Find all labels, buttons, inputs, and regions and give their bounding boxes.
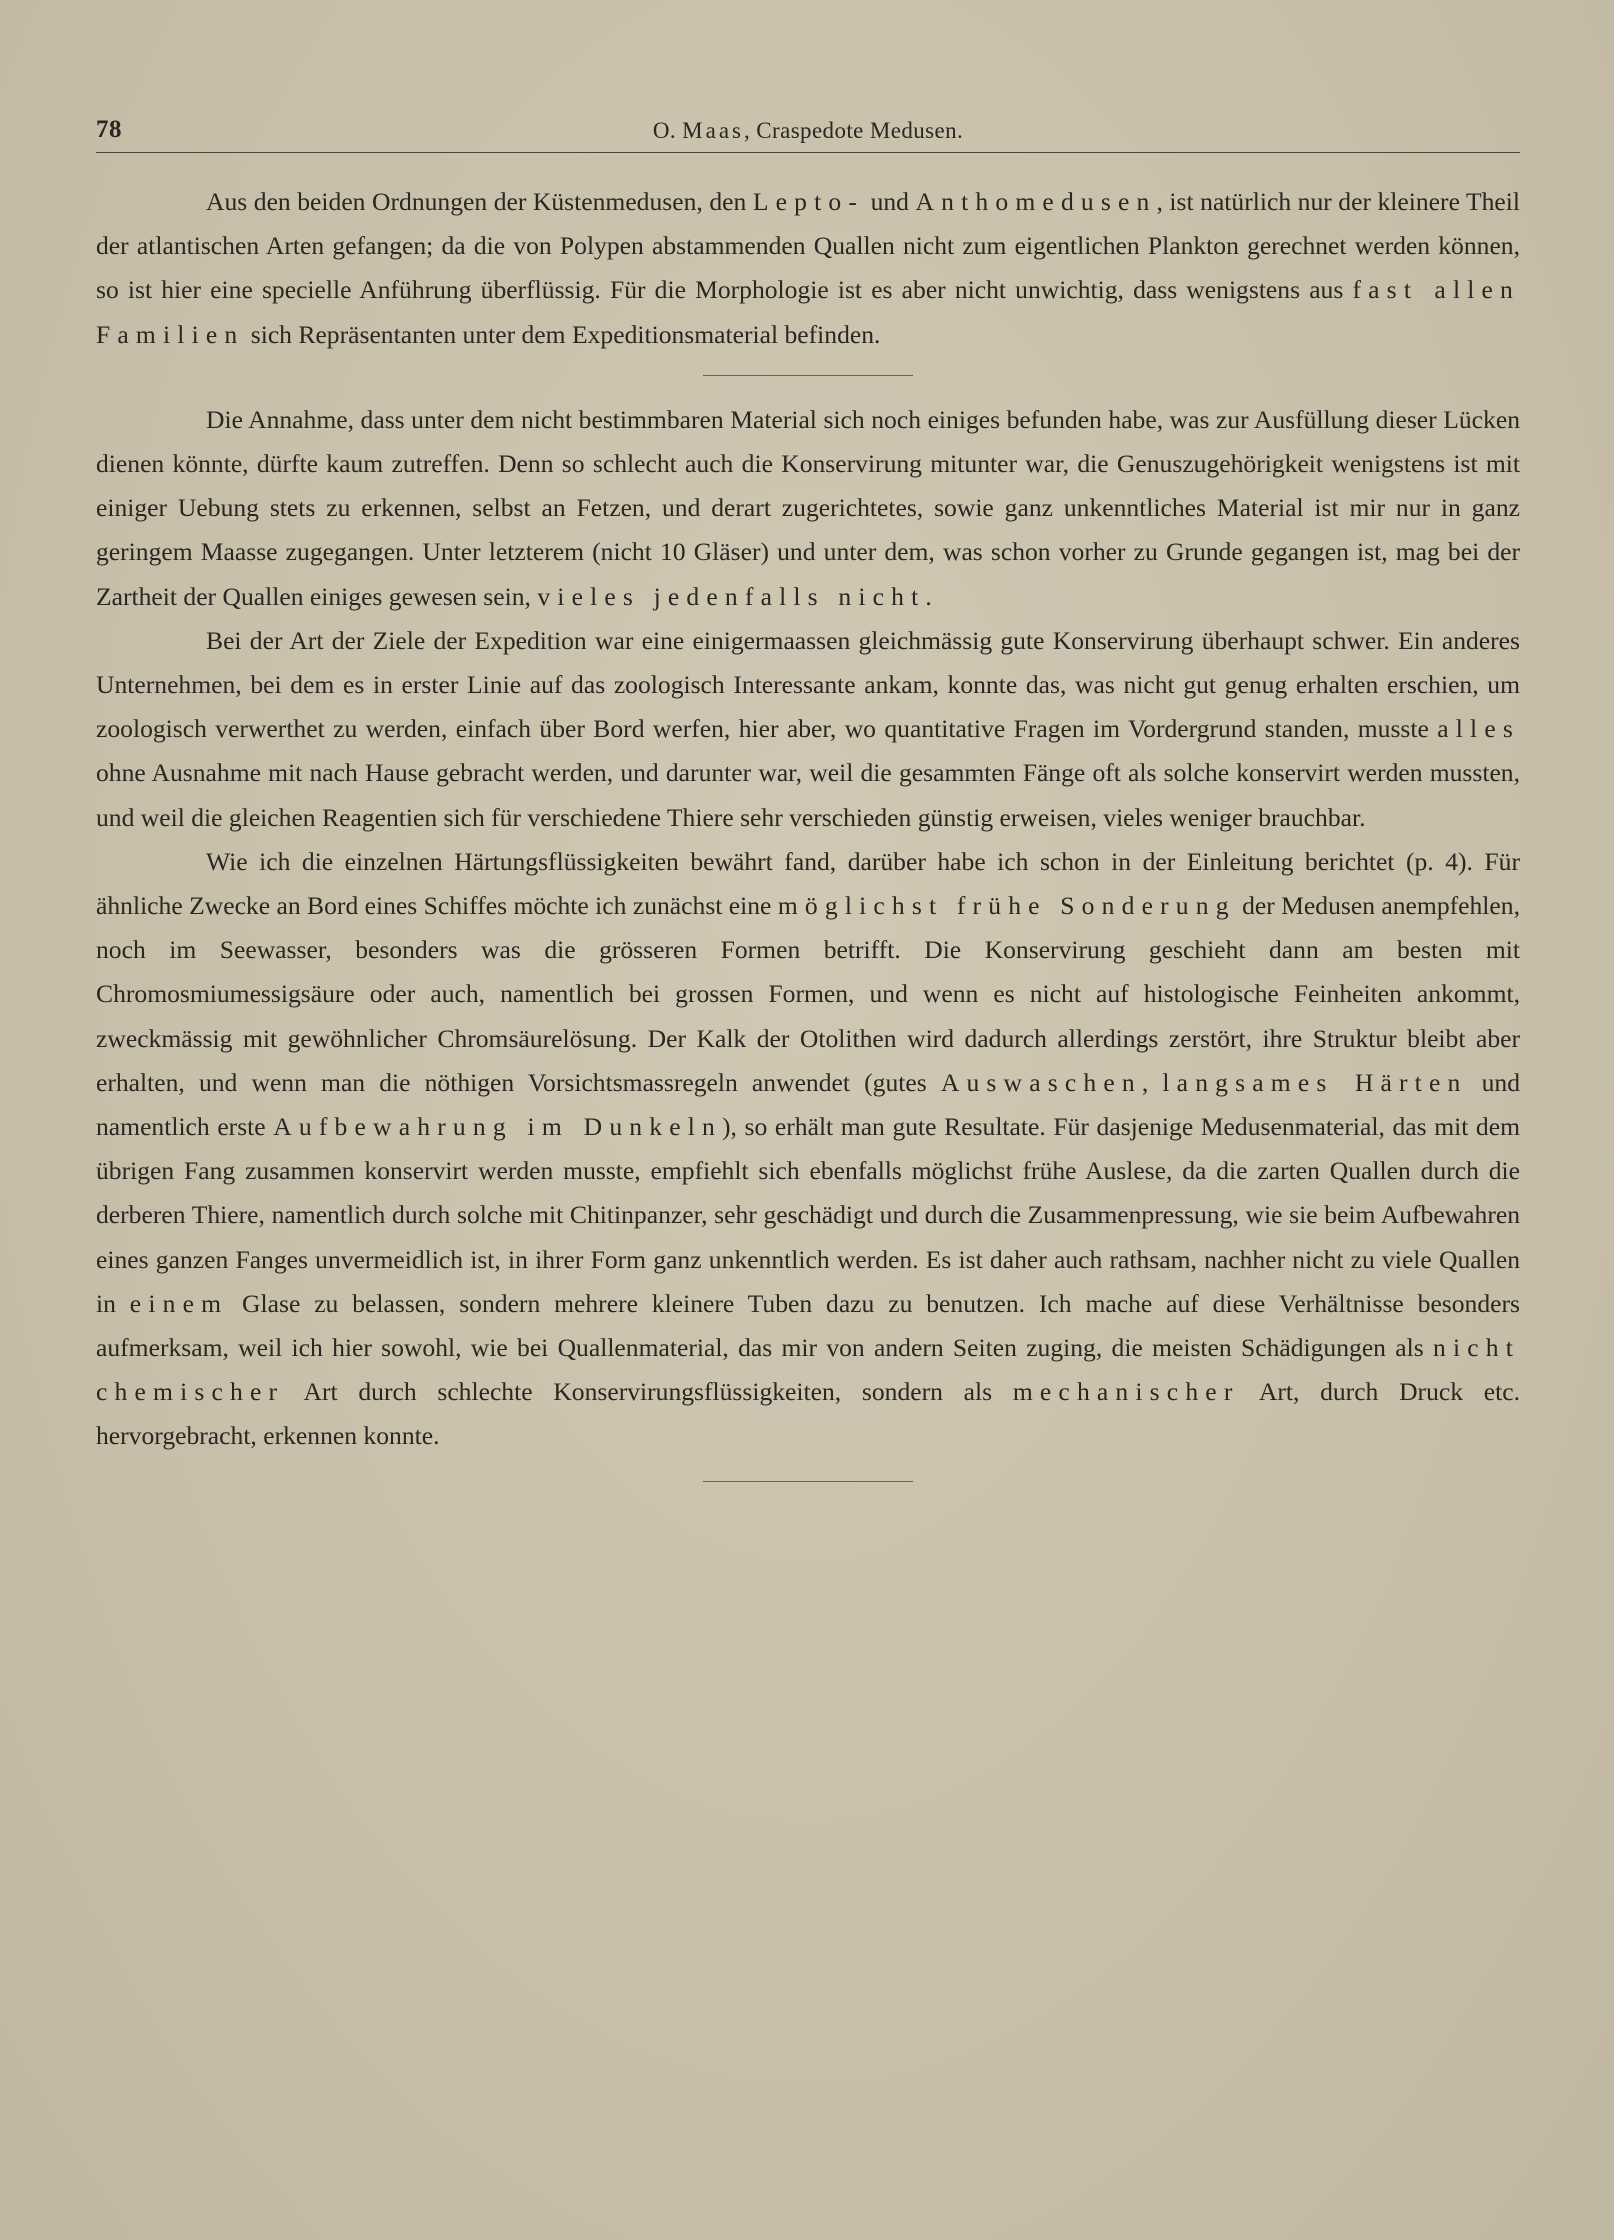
text-run: ohne Ausnahme mit nach Hause gebracht werden, und darunter war, weil die gesammten Fänge oft als solche konservirt werden mussten, und weil die gleichen Reagentien sich für verschiedene Thiere sehr verschieden günstig erweisen, vieles weniger brauchbar. bbox=[96, 758, 1520, 832]
spaced-emphasis: Aufbewahrung im Dunkeln bbox=[273, 1112, 723, 1142]
spaced-emphasis: fast allen Familien bbox=[96, 275, 1520, 349]
spaced-emphasis: nicht chemischer bbox=[96, 1333, 1520, 1407]
running-head bbox=[96, 118, 1520, 144]
text-run: Wie ich die einzelnen Härtungsflüssigkeiten bewährt fand, darüber habe ich schon in der Einleitung berichtet (p. 4). Für ähnliche Zwecke an Bord eines Schiffes möchte ich zunächst eine bbox=[96, 846, 1520, 921]
running-head-author-name: Maas bbox=[682, 118, 744, 143]
text-run: der Medusen anempfehlen, noch im Seewasser, besonders was die grösseren Formen betrifft. Die Konservirung geschieht dann am besten mit Chromosmiumessigsäure oder auch, namentlich bei grossen Formen, und wenn es nicht auf histologische Feinheiten ankommt, zweckmässig mit gewöhnlicher Chromsäurelösung. Der Kalk der Otolithen wird dadurch allerdings zerstört, ihre Struktur bleibt aber erhalten, und wenn man die nöthigen Vorsichtsmassregeln anwendet (gutes bbox=[96, 891, 1520, 1097]
text-run: Art durch schlechte Konservirungsflüssigkeiten, sondern als bbox=[284, 1377, 1013, 1407]
page-header bbox=[96, 116, 1520, 156]
end-divider bbox=[703, 1481, 913, 1482]
spaced-emphasis: langsames Härten bbox=[1162, 1067, 1468, 1097]
spaced-emphasis: Auswaschen bbox=[940, 1067, 1142, 1097]
text-run: Bei der Art der Ziele der Expedition war eine einigermaassen gleichmässig gute Konservirung überhaupt schwer. Ein anderes Unternehmen, bei dem es in erster Linie auf das zoologisch Interessante ankam, konnte das, was nicht gut genug erhalten erschien, um zoologisch verwerthet zu werden, einfach über Bord werfen, hier aber, wo quantitative Fragen im Vordergrund standen, musste bbox=[96, 625, 1520, 744]
text-run: . bbox=[925, 581, 932, 611]
spaced-emphasis: mechanischer bbox=[1012, 1377, 1240, 1407]
text-run: Glase zu belassen, sondern mehrere kleinere Tuben dazu zu benutzen. Ich mache auf diese Verhältnisse besonders aufmerksam, weil ich hier sowohl, wie bei Quallenmaterial, das mir von andern Seiten zuging, die meisten Schädigungen als bbox=[96, 1288, 1520, 1363]
paragraph bbox=[96, 180, 1520, 357]
running-head-title: , Craspedote Medusen. bbox=[743, 118, 964, 143]
text-run: Aus den beiden Ordnungen der Küstenmedusen, den bbox=[206, 187, 753, 216]
text-run: , bbox=[1141, 1067, 1163, 1097]
text-run: , ist natürlich nur der kleinere Theil der atlantischen Arten gefangen; da die von Polypen abstammenden Quallen nicht zum eigentlichen Plankton gerechnet werden können, so ist hier eine specielle Anführung überflüssig. Für die Morphologie ist es aber nicht unwichtig, dass wenigstens aus bbox=[96, 187, 1521, 305]
body-text bbox=[96, 180, 1520, 1482]
section-divider bbox=[703, 375, 913, 376]
running-head-author: O. bbox=[652, 118, 676, 143]
spaced-emphasis: möglichst frühe Sonderung bbox=[777, 891, 1236, 921]
text-run: Art, durch Druck etc. hervorgebracht, erkennen konnte. bbox=[96, 1377, 1520, 1451]
text-run: ), so erhält man gute Resultate. Für dasjenige Medusenmaterial, das mit dem übrigen Fang zusammen konservirt werden musste, empfiehlt sich ebenfalls möglichst frühe Auslese, da die zarten Quallen durch die derberen Thiere, namentlich durch solche mit Chitinpanzer, sehr geschädigt und durch die Zusammenpressung, wie sie beim Aufbewahren eines ganzen Fanges unvermeidlich ist, in ihrer Form ganz unkenntlich werden. Es ist daher auch rathsam, nachher nicht zu viele Quallen in bbox=[96, 1112, 1521, 1318]
text-run: und namentlich erste bbox=[96, 1067, 1520, 1142]
text-run: und bbox=[864, 187, 916, 216]
spaced-emphasis: alles bbox=[1437, 714, 1520, 744]
paragraph bbox=[96, 398, 1520, 619]
header-rule bbox=[96, 152, 1520, 153]
spaced-emphasis: vieles jedenfalls nicht bbox=[537, 581, 926, 611]
page-number: 78 bbox=[96, 116, 122, 143]
paragraph bbox=[96, 619, 1520, 840]
spaced-emphasis: einem bbox=[129, 1288, 229, 1318]
text-run: Die Annahme, dass unter dem nicht bestimmbaren Material sich noch einiges befunden habe, was zur Ausfüllung dieser Lücken dienen könnte, dürfte kaum zutreffen. Denn so schlecht auch die Konservirung mitunter war, die Genuszugehörigkeit wenigstens ist mit einiger Uebung stets zu erkennen, selbst an Fetzen, und derart zugerichtetes, sowie ganz unkenntliches Material ist mir nur in ganz geringem Maasse zugegangen. Unter letzterem (nicht 10 Gläser) und unter dem, was schon vorher zu Grunde gegangen ist, mag bei der Zartheit der Quallen einiges gewesen sein, bbox=[96, 404, 1520, 611]
text-run: sich Repräsentanten unter dem Expeditionsmaterial befinden. bbox=[244, 319, 881, 349]
paragraph bbox=[96, 840, 1520, 1459]
spaced-emphasis: Anthomedusen bbox=[915, 187, 1157, 216]
spaced-emphasis: Lepto- bbox=[752, 187, 865, 216]
